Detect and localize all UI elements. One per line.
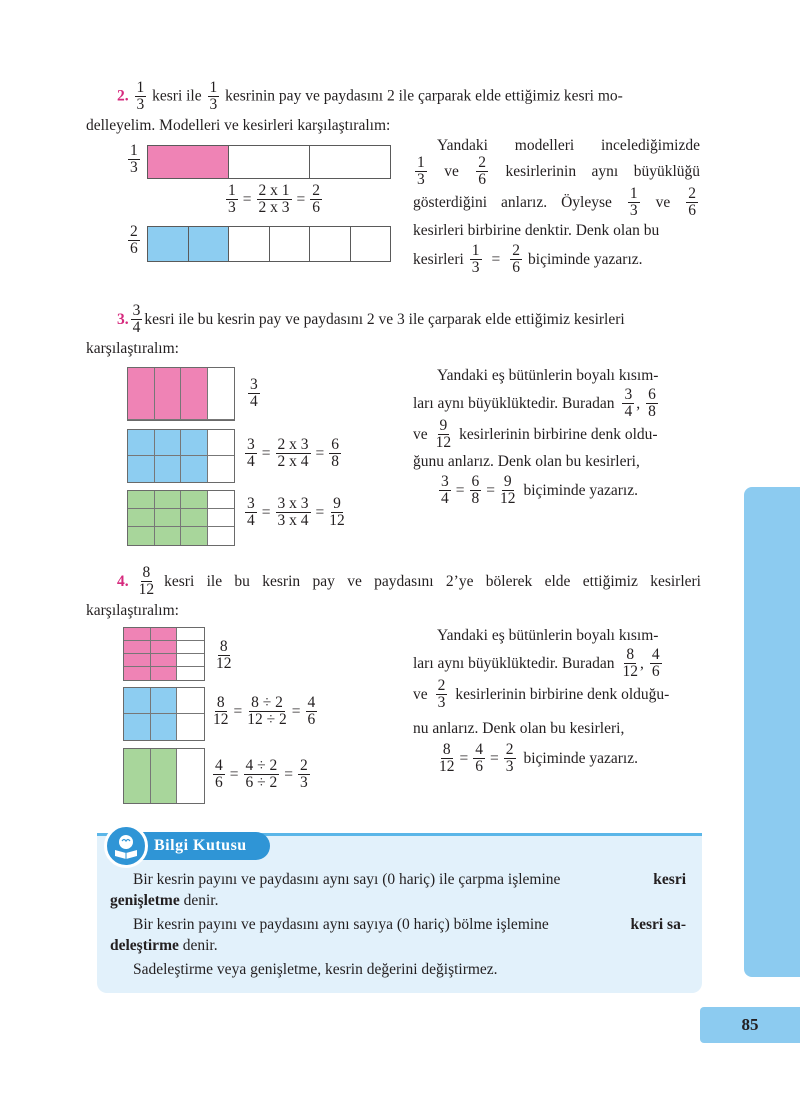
model-label-one-third: $\frac{1}{3}$	[130, 142, 138, 177]
info-p2-line2: deleştirme denir.	[110, 937, 218, 954]
shaded-part	[148, 227, 189, 261]
section2-right-line2: 1 3 ve 2 6 kesirlerinin aynı büyüklüğü	[417, 154, 700, 189]
section3-right-line1: Yandaki eş bütünlerin boyalı kısım-	[437, 367, 659, 384]
section4-line2: karşılaştıralım:	[86, 602, 179, 619]
model-thirds-bar	[147, 145, 391, 179]
model-quarters-grid	[127, 367, 235, 421]
section3-equation-2: $\frac{3}{4}$ = $\frac{3 x 3}{3 x 4}$ = $\frac{9}{12}$	[247, 495, 345, 530]
section4-right-line5: $\frac{8}{12}$ = $\frac{4}{6}$ = $\frac{2}{3}$ biçiminde yazarız.	[439, 741, 638, 776]
section3-right-line3: ve 9 12 kesirlerinin birbirine denk oldu-	[413, 417, 658, 452]
section4-right-line4: nu anlarız. Denk olan bu kesirleri,	[413, 720, 625, 737]
page-number: 85	[700, 1007, 800, 1043]
info-box-title: Bilgi Kutusu	[112, 832, 270, 860]
empty-part	[270, 227, 311, 261]
empty-part	[229, 146, 310, 178]
fraction: $\frac{1}{3}$	[209, 79, 218, 114]
side-tab	[744, 487, 800, 977]
empty-part	[310, 146, 390, 178]
shaded-part	[189, 227, 230, 261]
section3-right-line5: $\frac{3}{4}$ = $\frac{6}{8}$ = $\frac{9}{12}$ biçiminde yazarız.	[441, 473, 638, 508]
empty-part	[229, 227, 270, 261]
section3-number: 3.	[117, 310, 129, 328]
section4-equation-2: $\frac{4}{6}$ = $\frac{4 \div 2}{6 \div 2}$ = $\frac{2}{3}$	[215, 757, 308, 792]
model-eighths-grid	[127, 429, 235, 483]
model-sixths-grid	[123, 687, 205, 741]
model-twelfths-grid-2	[123, 627, 205, 681]
section2-right-line1: Yandaki modelleri incelediğimizde	[437, 137, 700, 154]
section4-equation-1: $\frac{8}{12}$ = $\frac{8 \div 2}{12 \div 2}$ = $\frac{4}{6}$	[213, 694, 316, 729]
empty-part	[310, 227, 351, 261]
section4-line1: 4. 8 12 kesri ile bu kesrin pay ve paydasını 2’ye bölerek elde ettiğimiz kesirleri	[117, 564, 701, 599]
section4-right-line2: ları aynı büyüklüktedir. Buradan 8 12 , 4 6	[413, 646, 660, 681]
section2-right-line4: kesirleri birbirine denktir. Denk olan bu	[413, 222, 660, 239]
section3-line2: karşılaştıralım:	[86, 340, 179, 357]
book-brain-icon	[104, 824, 148, 868]
info-p3: Sadeleştirme veya genişletme, kesrin değerini değiştirmez.	[133, 961, 498, 978]
model-twelfths-grid	[127, 490, 235, 546]
model-sixths-bar	[147, 226, 391, 262]
section3-right-line2: ları aynı büyüklüktedir. Buradan 3 4 , 6 8	[413, 386, 656, 421]
section2-equation: $\frac{1}{3}$ = $\frac{2 x 1}{2 x 3}$ = $\frac{2}{6}$	[228, 182, 320, 217]
section4-right-line3: ve 2 3 kesirlerinin birbirine denk olduğu-	[413, 677, 670, 712]
section3-line1: 3. 3 4 kesri ile bu kesrin pay ve paydasını 2 ve 3 ile çarparak elde ettiğimiz kesirleri	[117, 302, 625, 337]
section2-right-line5: kesirleri $\frac{1}{3}$ = $\frac{2}{6}$ biçiminde yazarız.	[413, 242, 643, 277]
section2-number: 2.	[117, 87, 129, 105]
model-label-two-sixths: $\frac{2}{6}$	[130, 223, 138, 258]
info-p2-line1: Bir kesrin payını ve paydasını aynı sayıya (0 hariç) bölme işlemine kesri sa-	[133, 916, 686, 933]
section2-right-line3: gösterdiğini anlarız. Öyleyse 1 3 ve 2 6	[413, 185, 696, 220]
section3-label: $\frac{3}{4}$	[250, 376, 258, 411]
section4-right-line1: Yandaki eş bütünlerin boyalı kısım-	[437, 627, 659, 644]
section4-label: $\frac{8}{12}$	[216, 638, 232, 673]
section2-line1: 2. $\frac{1}{3}$ kesri ile $\frac{1}{3}$ kesrinin pay ve paydasını 2 ile çarparak elde ettiğimiz kesri mo-	[117, 79, 623, 114]
section4-number: 4.	[117, 572, 129, 590]
model-thirds-grid	[123, 748, 205, 804]
info-p1-line2: genişletme denir.	[110, 892, 219, 909]
section3-equation-1: $\frac{3}{4}$ = $\frac{2 x 3}{2 x 4}$ = $\frac{6}{8}$	[247, 436, 339, 471]
section3-right-line4: ğunu anlarız. Denk olan bu kesirleri,	[413, 453, 640, 470]
fraction: $\frac{1}{3}$	[136, 79, 145, 114]
section2-line2: delleyelim. Modelleri ve kesirleri karşılaştıralım:	[86, 117, 391, 134]
shaded-part	[148, 146, 229, 178]
info-p1-line1: Bir kesrin payını ve paydasını aynı sayı (0 hariç) ile çarpma işlemine kesri	[133, 871, 686, 888]
empty-part	[351, 227, 391, 261]
